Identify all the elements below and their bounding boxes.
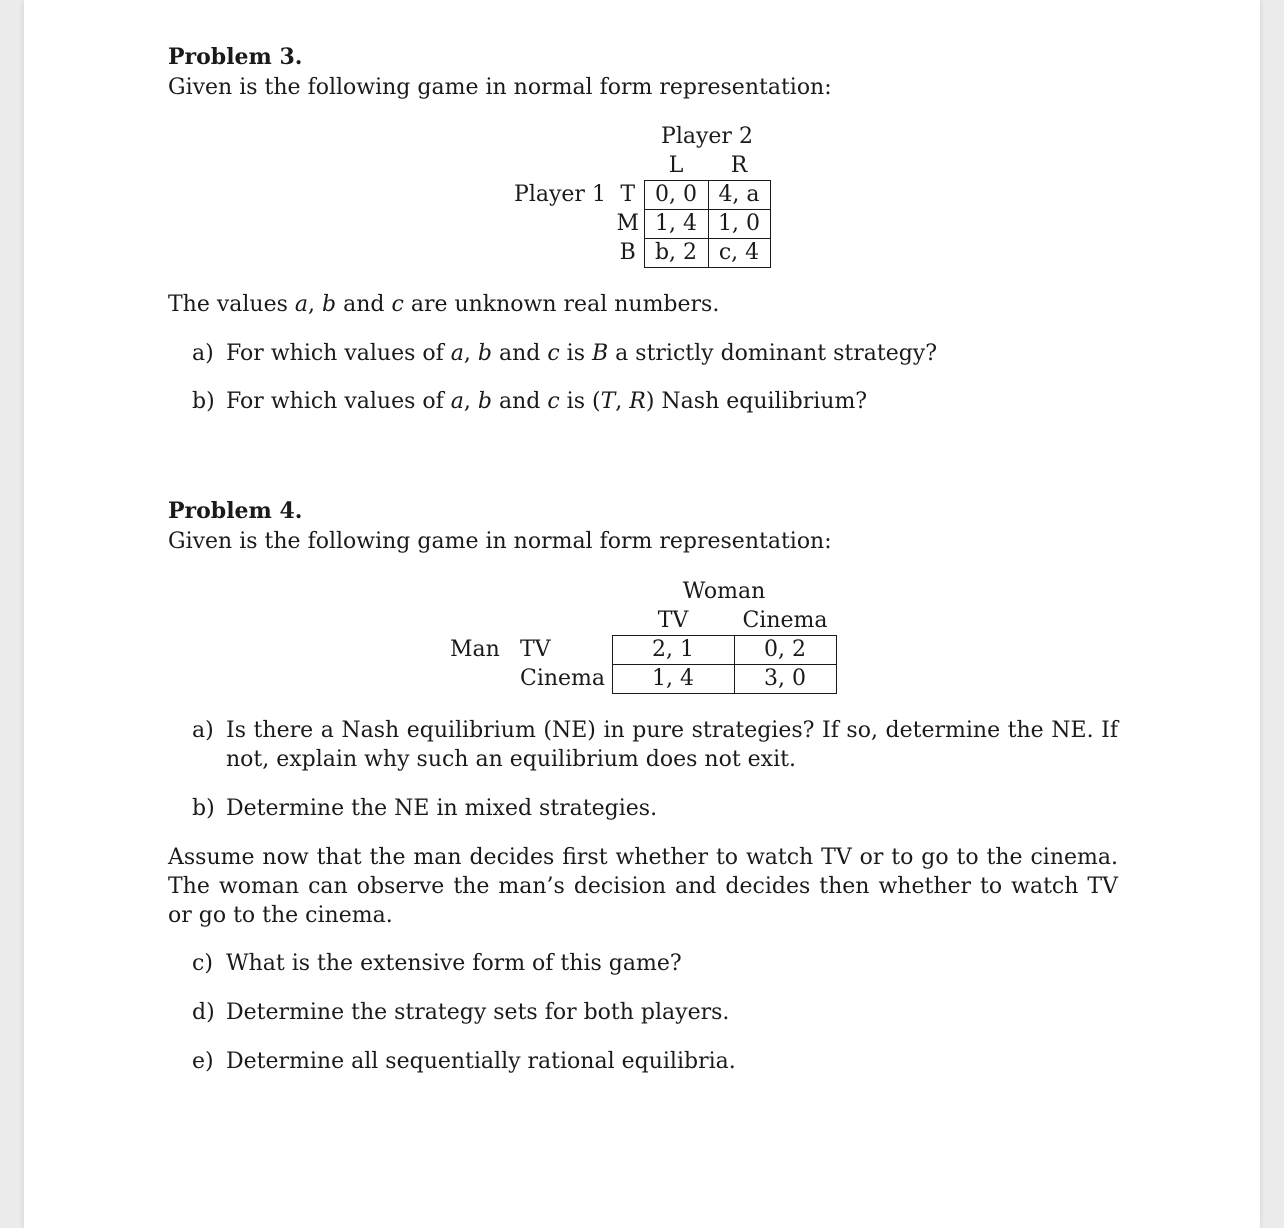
column-player-label: Player 2 (661, 124, 753, 149)
column-player-label: Woman (682, 579, 766, 604)
problem-4-intro: Given is the following game in normal form representation: (168, 529, 832, 554)
problem-3-payoff-matrix (508, 122, 771, 268)
payoff-cell-B-L: b, 2 (644, 238, 708, 267)
row-label-T: T (620, 182, 636, 207)
problem-4-question-c: c) What is the extensive form of this game? (192, 951, 682, 976)
payoff-cell-tv-cinema: 0, 2 (734, 635, 836, 664)
payoff-cell-cinema-cinema: 3, 0 (734, 664, 836, 693)
column-label-tv: TV (657, 607, 689, 633)
row-label-cinema: Cinema (520, 666, 606, 691)
problem-3-statement: The values a, b and c are unknown real numbers. (168, 292, 720, 317)
problem-3-question-b: b) For which values of a, b and c is (T, R) Nash equilibrium? (192, 389, 868, 414)
payoff-cell-T-L: 0, 0 (644, 180, 708, 209)
problem-3-title: Problem 3. (168, 44, 303, 70)
payoff-cell-cinema-tv: 1, 4 (612, 664, 734, 693)
problem-4-question-a: a) Is there a Nash equilibrium (NE) in pure strategies? If so, determine the NE. If not, explain why such an equilibrium does not exit. (192, 718, 1118, 772)
row-player-label: Man (450, 637, 500, 662)
row-label-M: M (616, 211, 640, 236)
problem-4-assumption: Assume now that the man decides first whether to watch TV or to go to the cinema. The woman can observe the man’s decision and decides then whether to watch TV or go to the cinema. (168, 845, 1118, 928)
problem-4-payoff-matrix (450, 577, 837, 694)
payoff-cell-tv-tv: 2, 1 (612, 635, 734, 664)
row-label-tv: TV (520, 637, 551, 662)
column-label-R: R (730, 152, 748, 178)
payoff-cell-B-R: c, 4 (708, 238, 770, 267)
payoff-cell-M-L: 1, 4 (644, 209, 708, 238)
column-label-L: L (668, 152, 684, 178)
problem-4-question-e: e) Determine all sequentially rational equilibria. (192, 1049, 736, 1074)
row-player-label: Player 1 (514, 182, 606, 207)
row-label-B: B (619, 240, 636, 265)
problem-4-title: Problem 4. (168, 498, 303, 524)
payoff-cell-M-R: 1, 0 (708, 209, 770, 238)
problem-3-intro: Given is the following game in normal form representation: (168, 75, 832, 100)
column-label-cinema: Cinema (742, 607, 828, 633)
problem-4-question-d: d) Determine the strategy sets for both players. (192, 1000, 730, 1025)
problem-3-question-a: a) For which values of a, b and c is B a strictly dominant strategy? (192, 341, 938, 366)
problem-4-question-b: b) Determine the NE in mixed strategies. (192, 796, 658, 821)
payoff-cell-T-R: 4, a (708, 180, 770, 209)
document-page (24, 0, 1260, 1228)
